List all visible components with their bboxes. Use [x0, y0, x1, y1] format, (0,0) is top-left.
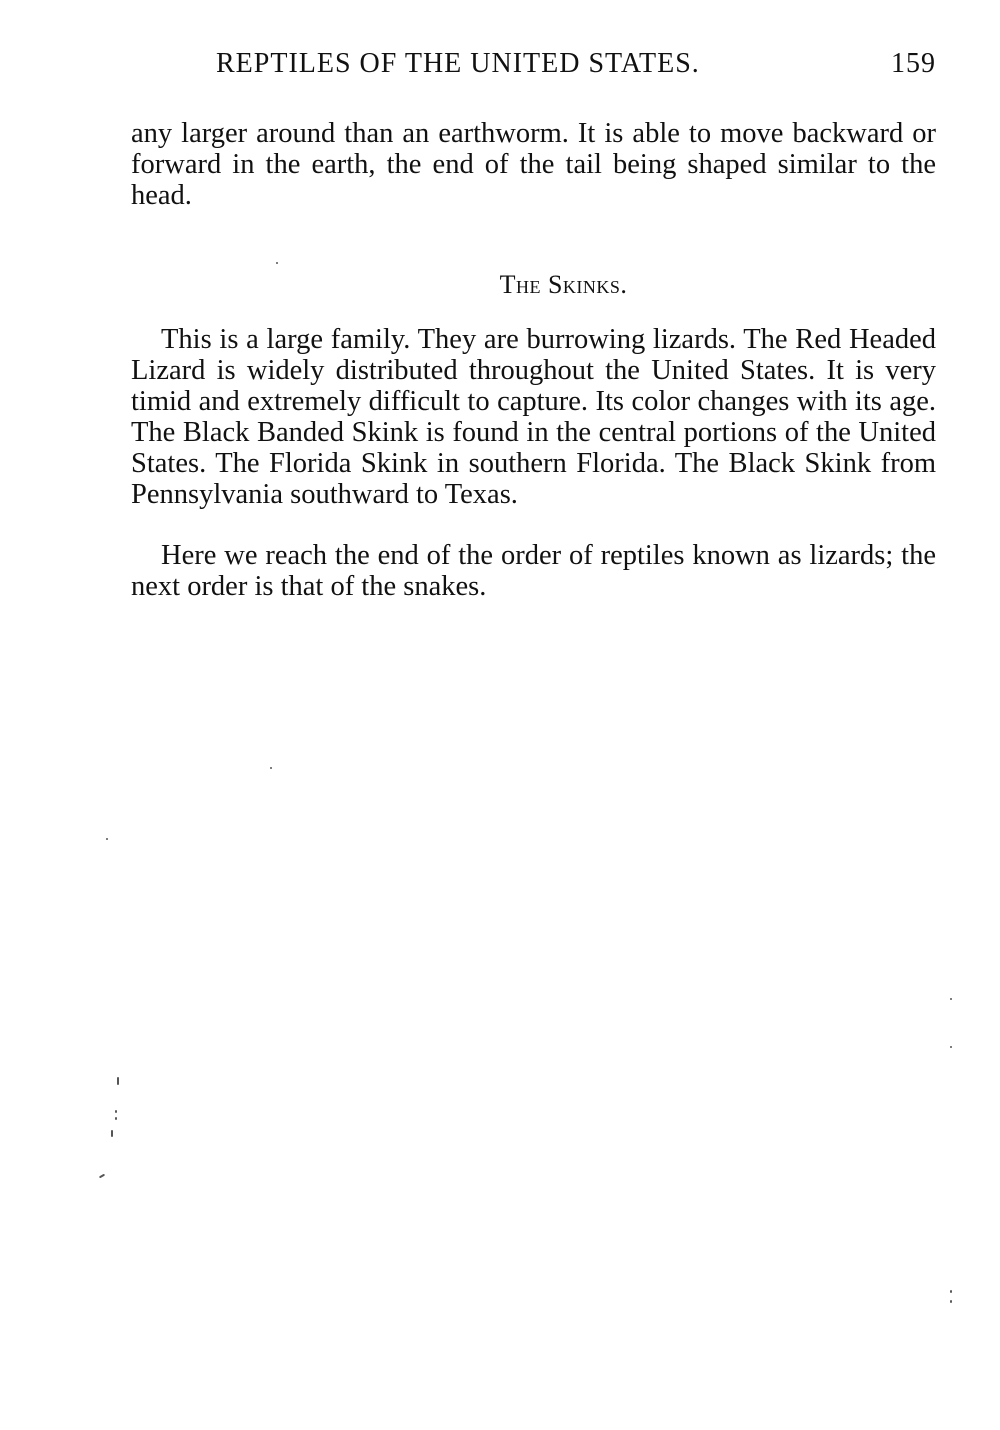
section-heading: The Skinks.	[499, 270, 628, 299]
running-head	[130, 48, 936, 82]
scan-speck	[276, 262, 278, 264]
running-title: REPTILES OF THE UNITED STATES.	[216, 48, 700, 79]
scan-speck	[950, 998, 952, 1000]
scan-speck	[106, 838, 108, 840]
scan-speck	[950, 1290, 952, 1293]
scan-speck	[99, 1174, 105, 1179]
scan-speck	[950, 1300, 952, 1303]
scan-speck	[115, 1110, 117, 1113]
scan-speck	[270, 767, 272, 769]
scan-speck	[111, 1130, 113, 1137]
paragraph-skinks: This is a large family. They are burrowing lizards. The Red Headed Lizard is widely distributed throughout the United States. It is very timid and extremely difficult to capture. Its color changes with its age. The Black Banded Skink is found in the central portions of the United States. The Florida Skink in southern Florida. The Black Skink from Pennsylvania southward to Texas.	[131, 324, 936, 510]
paragraph-continuation: any larger around than an earthworm. It is able to move backward or forward in the earth, the end of the tail being shaped similar to the head.	[131, 118, 936, 211]
page-number: 159	[891, 48, 936, 79]
scan-speck	[115, 1117, 117, 1120]
scan-speck	[950, 1046, 952, 1048]
scan-speck	[117, 1077, 119, 1085]
paragraph-conclusion: Here we reach the end of the order of reptiles known as lizards; the next order is that of the snakes.	[131, 540, 936, 602]
